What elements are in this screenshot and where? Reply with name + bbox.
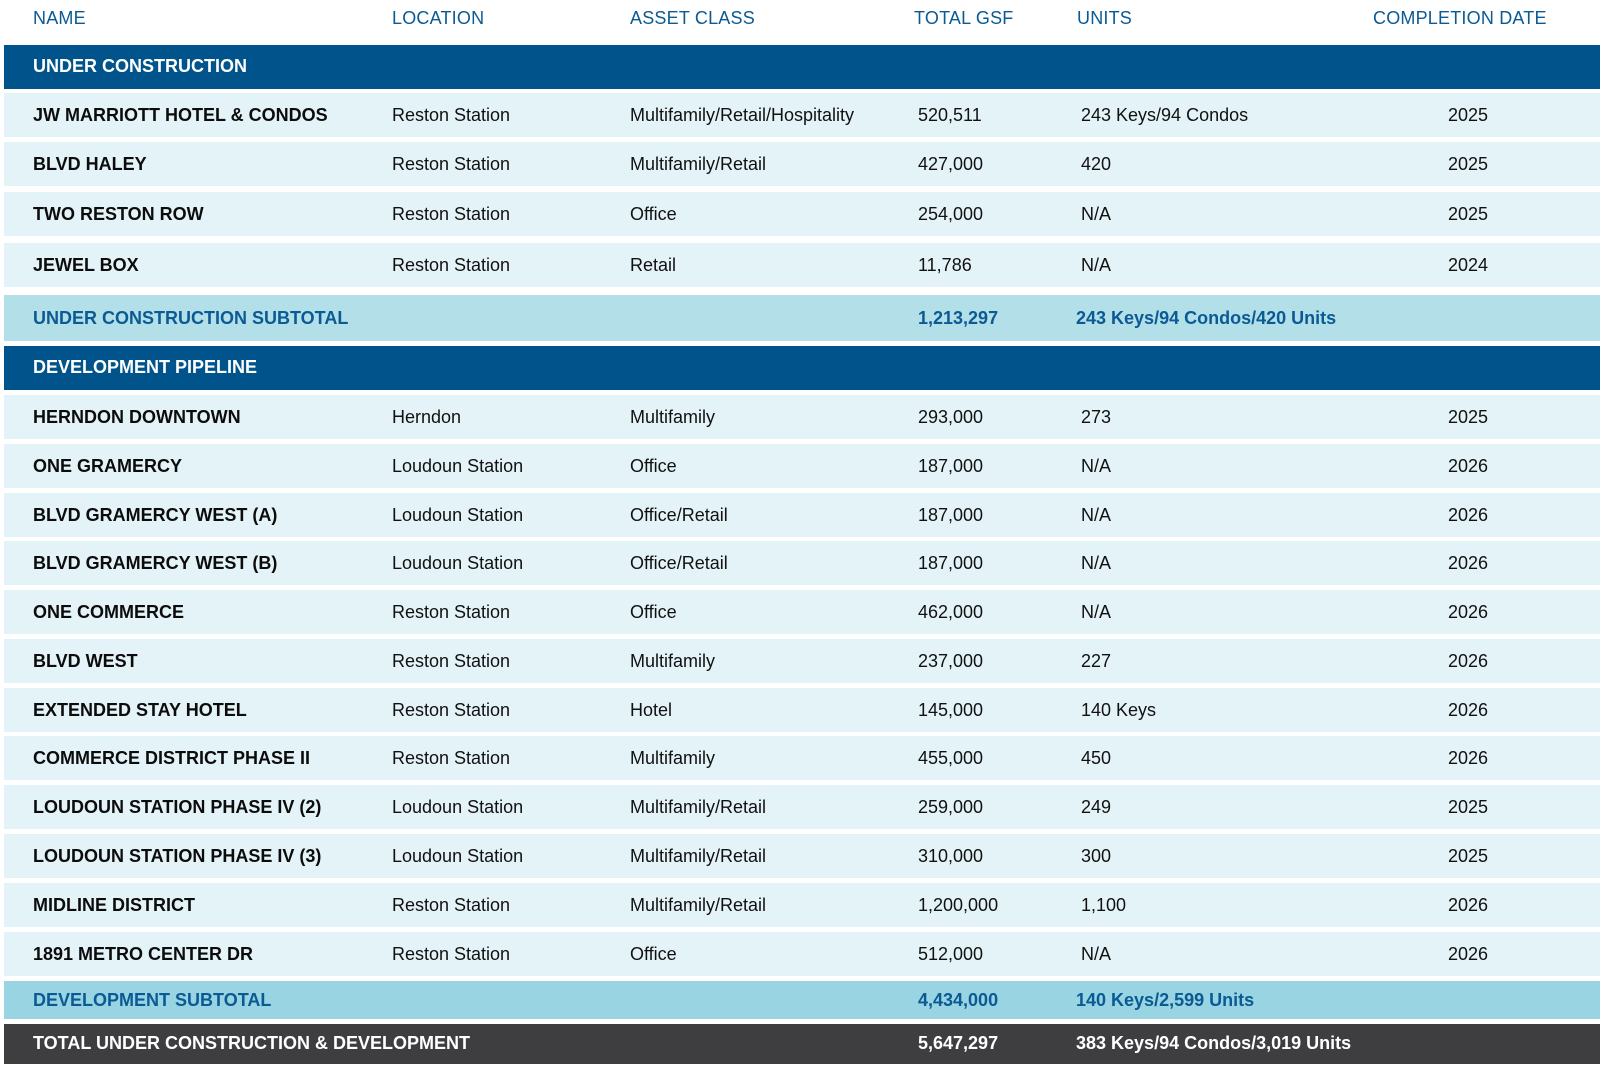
subtotal-row-development [4,981,1600,1019]
cell-asset-class: Hotel [630,700,673,720]
cell-date: 2025 [1448,797,1489,817]
cell-asset-class: Multifamily [630,748,716,768]
cell-name: BLVD GRAMERCY WEST (A) [33,505,278,525]
table-row [4,834,1600,878]
cell-units: 450 [1081,748,1112,768]
cell-asset-class: Office [630,456,677,476]
cell-date: 2026 [1448,944,1489,964]
cell-units: N/A [1081,602,1112,622]
cell-gsf: 462,000 [918,602,984,622]
cell-gsf: 512,000 [918,944,984,964]
header-location: LOCATION [392,8,485,28]
cell-asset-class: Multifamily/Retail [630,895,767,915]
cell-date: 2026 [1448,602,1489,622]
cell-gsf: 254,000 [918,204,984,224]
cell-gsf: 310,000 [918,846,984,866]
table-row [4,590,1600,634]
cell-name: ONE GRAMERCY [33,456,183,476]
table-row [4,493,1600,537]
cell-date: 2026 [1448,651,1489,671]
cell-units: 1,100 [1081,895,1127,915]
cell-location: Loudoun Station [392,505,524,525]
cell-location: Reston Station [392,105,511,125]
cell-asset-class: Office/Retail [630,505,728,525]
cell-gsf: 293,000 [918,407,984,427]
cell-location: Reston Station [392,154,511,174]
cell-gsf: 11,786 [918,255,972,275]
header-asset-class: ASSET CLASS [630,8,755,28]
total-units: 383 Keys/94 Condos/3,019 Units [1076,1033,1352,1053]
cell-units: 249 [1081,797,1112,817]
cell-location: Reston Station [392,748,511,768]
cell-location: Loudoun Station [392,797,524,817]
table-row [4,444,1600,488]
cell-units: 420 [1081,154,1112,174]
cell-units: N/A [1081,944,1112,964]
total-gsf: 5,647,297 [918,1033,999,1053]
cell-gsf: 187,000 [918,553,984,573]
cell-gsf: 1,200,000 [918,895,999,915]
table-row [4,142,1600,186]
cell-location: Loudoun Station [392,553,524,573]
cell-date: 2025 [1448,204,1489,224]
cell-asset-class: Multifamily/Retail/Hospitality [630,105,855,125]
cell-gsf: 187,000 [918,505,984,525]
cell-date: 2026 [1448,700,1489,720]
section-development-pipeline [4,346,1600,390]
cell-units: 300 [1081,846,1112,866]
cell-gsf: 455,000 [918,748,984,768]
cell-gsf: 237,000 [918,651,984,671]
cell-date: 2024 [1448,255,1489,275]
cell-name: ONE COMMERCE [33,602,185,622]
header-completion-date: COMPLETION DATE [1373,8,1547,28]
section-title: DEVELOPMENT PIPELINE [33,357,258,377]
cell-units: N/A [1081,505,1112,525]
cell-date: 2026 [1448,456,1489,476]
cell-asset-class: Multifamily [630,651,716,671]
cell-location: Reston Station [392,204,511,224]
cell-date: 2025 [1448,407,1489,427]
cell-date: 2026 [1448,553,1489,573]
cell-date: 2025 [1448,846,1489,866]
cell-location: Reston Station [392,255,511,275]
subtotal-label: DEVELOPMENT SUBTOTAL [33,990,272,1010]
cell-units: 273 [1081,407,1112,427]
subtotal-units: 140 Keys/2,599 Units [1076,990,1255,1010]
cell-name: LOUDOUN STATION PHASE IV (2) [33,797,322,817]
cell-location: Loudoun Station [392,456,524,476]
subtotal-gsf: 1,213,297 [918,308,999,328]
cell-location: Reston Station [392,651,511,671]
table-header [0,0,1600,40]
table-row [4,192,1600,236]
table-row [4,688,1600,732]
section-title: UNDER CONSTRUCTION [33,56,247,76]
table-row [4,93,1600,137]
total-label: TOTAL UNDER CONSTRUCTION & DEVELOPMENT [33,1033,471,1053]
cell-units: N/A [1081,456,1112,476]
cell-asset-class: Office [630,602,677,622]
cell-name: BLVD HALEY [33,154,147,174]
subtotal-units: 243 Keys/94 Condos/420 Units [1076,308,1337,328]
header-name: NAME [33,8,86,28]
cell-units: N/A [1081,255,1112,275]
table-row [4,932,1600,976]
cell-gsf: 187,000 [918,456,984,476]
header-total-gsf: TOTAL GSF [914,8,1014,28]
cell-location: Reston Station [392,700,511,720]
cell-gsf: 427,000 [918,154,984,174]
cell-asset-class: Office [630,944,677,964]
cell-units: N/A [1081,204,1112,224]
cell-name: JEWEL BOX [33,255,139,275]
header-units: UNITS [1077,8,1132,28]
cell-date: 2026 [1448,505,1489,525]
cell-location: Loudoun Station [392,846,524,866]
cell-gsf: 520,511 [918,105,982,125]
cell-units: 227 [1081,651,1112,671]
subtotal-gsf: 4,434,000 [918,990,999,1010]
cell-date: 2026 [1448,748,1489,768]
cell-name: 1891 METRO CENTER DR [33,944,254,964]
cell-date: 2025 [1448,105,1489,125]
cell-asset-class: Multifamily/Retail [630,797,767,817]
table-row [4,395,1600,439]
cell-name: TWO RESTON ROW [33,204,204,224]
table-row [4,736,1600,780]
table-row [4,785,1600,829]
cell-name: HERNDON DOWNTOWN [33,407,241,427]
cell-date: 2025 [1448,154,1489,174]
cell-asset-class: Multifamily/Retail [630,154,767,174]
cell-asset-class: Retail [630,255,677,275]
cell-gsf: 259,000 [918,797,984,817]
cell-location: Reston Station [392,944,511,964]
cell-name: LOUDOUN STATION PHASE IV (3) [33,846,322,866]
subtotal-row-under-construction [4,295,1600,341]
table-row [4,883,1600,927]
cell-date: 2026 [1448,895,1489,915]
cell-name: BLVD GRAMERCY WEST (B) [33,553,278,573]
cell-name: BLVD WEST [33,651,138,671]
section-under-construction [4,45,1600,89]
cell-units: N/A [1081,553,1112,573]
table-row [4,639,1600,683]
cell-asset-class: Office/Retail [630,553,728,573]
cell-asset-class: Multifamily/Retail [630,846,767,866]
table-row [4,541,1600,585]
cell-name: EXTENDED STAY HOTEL [33,700,247,720]
cell-location: Reston Station [392,895,511,915]
cell-units: 140 Keys [1081,700,1157,720]
cell-location: Reston Station [392,602,511,622]
cell-asset-class: Office [630,204,677,224]
cell-units: 243 Keys/94 Condos [1081,105,1249,125]
cell-name: MIDLINE DISTRICT [33,895,195,915]
cell-name: JW MARRIOTT HOTEL & CONDOS [33,105,328,125]
cell-name: COMMERCE DISTRICT PHASE II [33,748,311,768]
cell-location: Herndon [392,407,462,427]
grand-total-row [4,1024,1600,1064]
cell-asset-class: Multifamily [630,407,716,427]
table-row [4,243,1600,287]
cell-gsf: 145,000 [918,700,984,720]
subtotal-label: UNDER CONSTRUCTION SUBTOTAL [33,308,349,328]
